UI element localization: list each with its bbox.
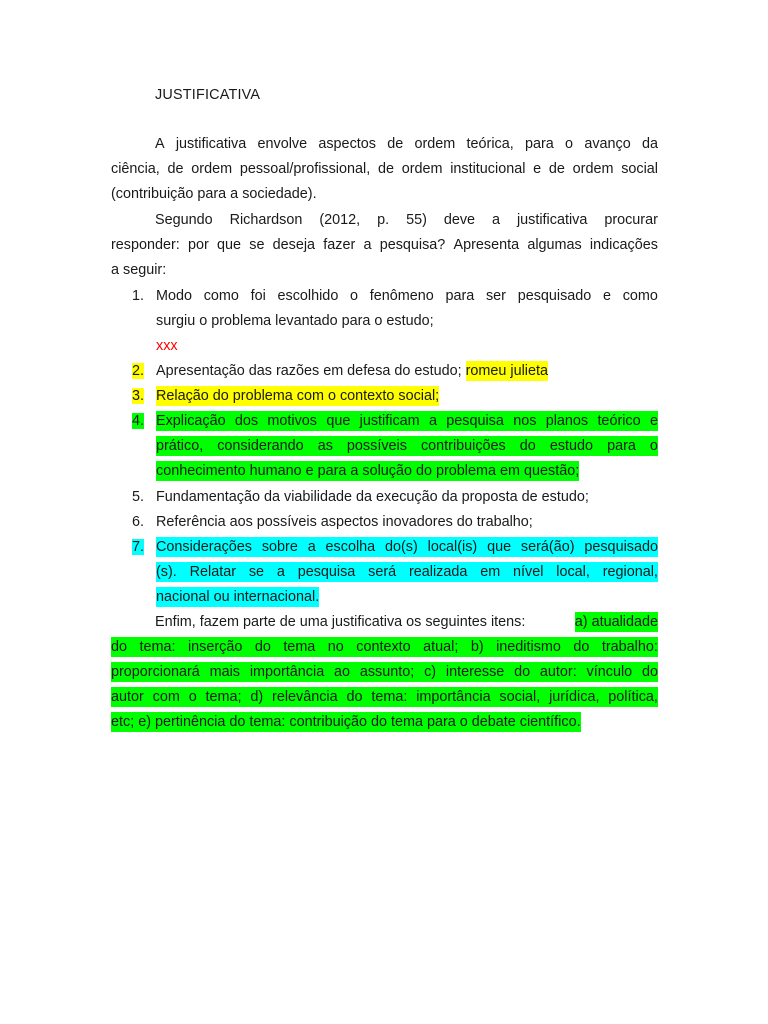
list-item-3-text: Relação do problema com o contexto social; [156,388,440,404]
list-number-2 [132,361,144,381]
paragraph-3-line-5-wrap [111,712,658,732]
paragraph-3-line-5: etc; e) pertinência do tema: contribuição do tema para o debate científico. [111,714,581,730]
paragraph-1-line-3: (contribuição para a sociedade). [111,186,317,202]
list-item-4-line-3-wrap [156,461,658,481]
list-item-7-line-3: nacional ou internacional. [156,589,320,605]
list-item-2-highlight: romeu julieta [465,363,548,379]
list-item-1-line-1: Modo como foi escolhido o fenômeno para ser pesquisado e como [156,288,658,304]
list-number-7-text: 7. [132,539,145,555]
list-item-4-line-3: conhecimento humano e para a solução do problema em questão; [156,463,580,479]
list-item-2 [156,361,658,381]
paragraph-3-lead: Enfim, fazem parte de uma justificativa os seguintes itens: [155,614,526,630]
paragraph-1-line-1: A justificativa envolve aspectos de ordem teórica, para o avanço da [155,136,658,152]
paragraph-2-line-3: a seguir: [111,262,167,278]
list-item-7-line-3-wrap [156,587,658,607]
list-item-4-line-2: prático, considerando as possíveis contribuições do estudo para o [156,438,658,454]
list-item-2-text: Apresentação das razões em defesa do estudo; [156,363,462,379]
list-item-5: Fundamentação da viabilidade da execução da proposta de estudo; [156,489,589,505]
list-number-7 [132,537,144,557]
page-title: JUSTIFICATIVA [155,87,261,103]
paragraph-3-first-highlight: a) atualidade [574,614,658,630]
list-item-6: Referência aos possíveis aspectos inovadores do trabalho; [156,514,533,530]
list-item-7-line-2: (s). Relatar se a pesquisa será realizada em nível local, regional, [156,564,658,580]
list-number-6: 6. [132,514,145,530]
list-number-3-text: 3. [132,388,145,404]
paragraph-3-line-2: do tema: inserção do tema no contexto atual; b) ineditismo do trabalho: [111,639,658,655]
paragraph-1-line-2: ciência, de ordem pessoal/profissional, de ordem institucional e de ordem social [111,161,658,177]
red-note: xxx [156,338,178,354]
list-item-4-line-1: Explicação dos motivos que justificam a pesquisa nos planos teórico e [156,413,658,429]
list-number-4-text: 4. [132,413,145,429]
paragraph-3-line-4: autor com o tema; d) relevância do tema: importância social, jurídica, política, [111,689,658,705]
paragraph-3-line-3: proporcionará mais importância ao assunto; c) interesse do autor: vínculo do [111,664,658,680]
list-number-5: 5. [132,489,145,505]
list-number-2-text: 2. [132,363,145,379]
list-item-7-line-1: Considerações sobre a escolha do(s) local(is) que será(ão) pesquisado [156,539,658,555]
list-item-1-line-2: surgiu o problema levantado para o estudo; [156,313,434,329]
list-item-3 [156,386,658,406]
list-number-3 [132,386,144,406]
list-number-1: 1. [132,288,145,304]
list-number-4 [132,411,144,431]
paragraph-2-line-2: responder: por que se deseja fazer a pesquisa? Apresenta algumas indicações [111,237,658,253]
paragraph-3-line-1 [155,612,658,632]
paragraph-2-line-1: Segundo Richardson (2012, p. 55) deve a justificativa procurar [155,212,658,228]
